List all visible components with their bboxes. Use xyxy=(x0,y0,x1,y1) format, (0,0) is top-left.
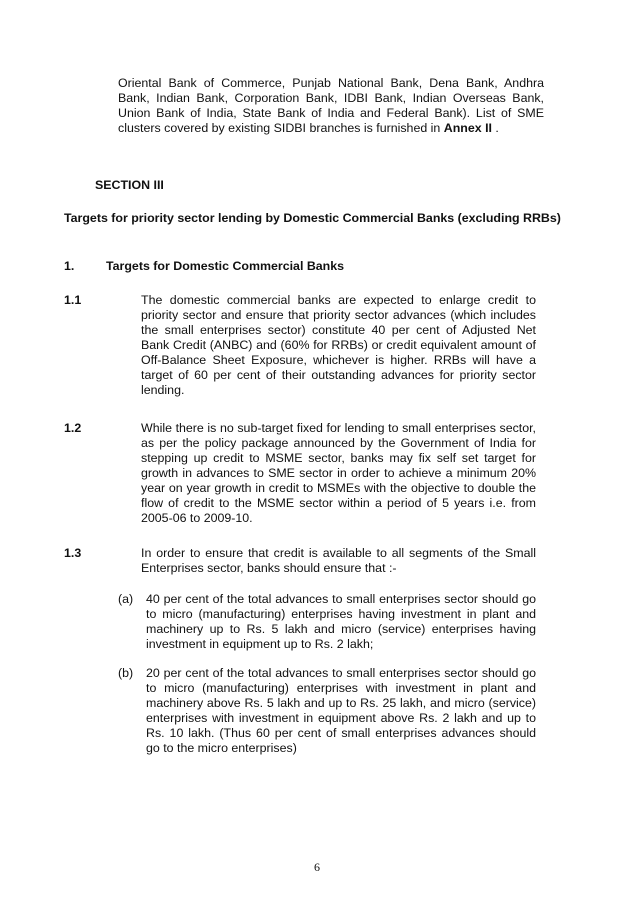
annex-reference: Annex II xyxy=(443,121,492,135)
subsection-number: 1. xyxy=(64,259,75,273)
paragraph-text: In order to ensure that credit is available to all segments of the Small Enterprises sector, banks should ensure that :- xyxy=(141,546,536,575)
paragraph-text: While there is no sub-target fixed for lending to small enterprises sector, as per the policy package announced by the Government of India for stepping up credit to MSME sector, banks may fix self set target for growth in advances to SME sector in order to achieve a minimum 20% year on year growth in credit to MSMEs with the objective to double the flow of credit to the MSME sector within a period of 5 years i.e. from 2005-06 to 2009-10. xyxy=(141,421,536,525)
section-title: SECTION III xyxy=(95,178,164,192)
list-item-label: (a) xyxy=(118,592,134,606)
paragraph-number: 1.2 xyxy=(64,421,82,435)
paragraph-number: 1.1 xyxy=(64,293,82,307)
page-number: 6 xyxy=(314,860,320,874)
subsection-title: Targets for Domestic Commercial Banks xyxy=(106,259,345,273)
intro-paragraph xyxy=(118,76,544,136)
intro-text: Oriental Bank of Commerce, Punjab National Bank, Dena Bank, Andhra Bank, Indian Bank, Corporation Bank, IDBI Bank, Indian Overseas Bank, Union Bank of India, State Bank of India and Federal Bank). List of SME clusters covered by existing SIDBI branches is furnished in xyxy=(118,76,544,135)
intro-tail: . xyxy=(491,121,499,135)
list-item-text: 20 per cent of the total advances to small enterprises sector should go to micro (manufacturing) enterprises with investment in plant and machinery above Rs. 5 lakh and up to Rs. 25 lakh, and micro (service) enterprises with investment in equipment above Rs. 2 lakh and up to Rs. 10 lakh. (Thus 60 per cent of small enterprises advances should go to the micro enterprises) xyxy=(146,666,536,755)
paragraph-number: 1.3 xyxy=(64,546,82,560)
list-item-text: 40 per cent of the total advances to small enterprises sector should go to micro (manufacturing) enterprises having investment in plant and machinery up to Rs. 5 lakh and micro (service) enterprises having investment in equipment up to Rs. 2 lakh; xyxy=(146,592,536,651)
section-heading: Targets for priority sector lending by Domestic Commercial Banks (excluding RRBs) xyxy=(64,211,561,225)
paragraph-text: The domestic commercial banks are expected to enlarge credit to priority sector and ensure that priority sector advances (which includes the small enterprises sector) constitute 40 per cent of Adjusted Net Bank Credit (ANBC) and (60% for RRBs) or credit equivalent amount of Off-Balance Sheet Exposure, whichever is higher. RRBs will have a target of 60 per cent of their outstanding advances for priority sector lending. xyxy=(141,293,536,397)
list-item-label: (b) xyxy=(118,666,134,680)
